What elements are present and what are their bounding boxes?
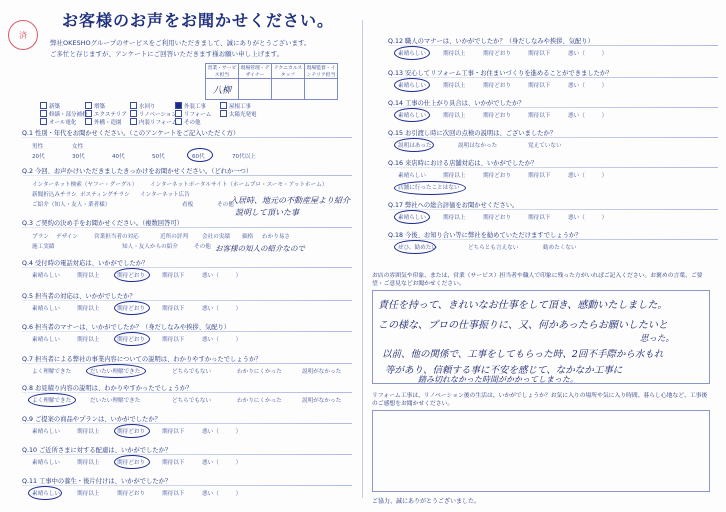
q17-options: 素晴らしい 期待以上 期待どおり 期待以下 悪い（ ） bbox=[398, 215, 608, 221]
handwritten-note: お客様の知人の紹介なので bbox=[215, 244, 305, 253]
question-q11: Q.11 工事中の養生・後片付けは、いかがでしたか？ bbox=[22, 478, 172, 485]
service-check[interactable]: 外装工事 bbox=[184, 104, 207, 110]
handwritten-answer-line: 等があり、信頼する事に不安を感じて、なかなか工事に bbox=[385, 365, 623, 376]
received-stamp: 済 bbox=[8, 20, 38, 50]
question-q12: Q.12 職人のマナーは、いかがでしたか？（身だしなみや挨拶、気配り） bbox=[388, 38, 594, 45]
handwritten-answer-line: 以前、他の関係で、工事をしてもらった時、2回不手際から水もれ bbox=[382, 349, 664, 360]
q14-options: 素晴らしい 期待以上 期待どおり 期待以下 悪い（ ） bbox=[398, 113, 608, 119]
answer-circle bbox=[86, 364, 146, 378]
service-check[interactable]: 増築 bbox=[94, 104, 106, 110]
staff-header: テクニカルスタッフ bbox=[272, 64, 305, 79]
question-q18: Q.18 今後、お知り合い等に弊社を勧めていただけますでしょうか？ bbox=[388, 232, 582, 239]
handwritten-note: 入居時、地元の不動産屋より紹介 bbox=[230, 196, 350, 205]
question-q8: Q.8 お見積り内容の説明は、わかりやすかったでしょうか？ bbox=[22, 385, 193, 392]
answer-circle bbox=[114, 424, 150, 438]
q1-options: 男性 女性 20代 30代 40代 50代 60代 70代以上 bbox=[32, 144, 256, 160]
question-q6: Q.6 担当者のマナーは、いかがでしたか？（身だしなみや挨拶、気配り） bbox=[22, 324, 231, 331]
answer-circle bbox=[394, 46, 430, 60]
service-check[interactable]: その他 bbox=[184, 120, 201, 126]
intro-text bbox=[50, 38, 350, 60]
staff-table bbox=[205, 63, 338, 100]
q11-options: 素晴らしい 期待以上 期待どおり 期待以下 悪い（ ） bbox=[32, 491, 242, 497]
service-check[interactable]: リノベーション bbox=[139, 112, 177, 118]
handwritten-answer-line: 踏み切れなかった時間がかかってしまった。 bbox=[418, 375, 578, 384]
answer-circle bbox=[394, 181, 466, 195]
q8-options: よく理解できた だいたい理解できた どちらでもない わかりにくかった 説明がなかった bbox=[32, 398, 342, 404]
service-check[interactable]: 新築 bbox=[49, 104, 61, 110]
intro-line: 弊社OKESHOグループのサービスをご利用いただきまして、誠にありがとうございます。 bbox=[50, 39, 311, 47]
intro-line: ご多忙と存じますが、アンケートにご回答いただきます様お願い申し上げます。 bbox=[50, 50, 284, 58]
staff-header: 現場監督・インテリア担当 bbox=[305, 64, 338, 79]
service-check[interactable]: オール電化 bbox=[49, 120, 77, 126]
q13-options: 素晴らしい 期待以上 期待どおり 期待以下 悪い（ ） bbox=[398, 83, 608, 89]
q10-options: 素晴らしい 期待以上 期待どおり 期待以下 悪い（ ） bbox=[32, 460, 242, 466]
service-check[interactable]: 太陽光発電 bbox=[229, 112, 257, 118]
question-q17: Q.17 弊社への総合評価をお聞かせください。 bbox=[388, 202, 519, 209]
question-q1: Q.1 性別・年代をお聞かせください。（このアンケートをご記入いただく方） bbox=[22, 130, 240, 137]
service-check[interactable]: リフォーム bbox=[184, 112, 212, 118]
answer-circle bbox=[394, 78, 430, 92]
service-check[interactable]: 修繕・部分補修 bbox=[49, 112, 88, 118]
question-q13: Q.13 安心してリフォーム工事・お住まいづくりを進めることができましたか？ bbox=[388, 70, 613, 77]
q9-options: 素晴らしい 期待以上 期待どおり 期待以下 悪い（ ） bbox=[32, 429, 242, 435]
answer-circle bbox=[114, 301, 150, 315]
service-check[interactable]: 内装リフォーム bbox=[139, 120, 178, 126]
free-question-2: リフォーム工事は、リノベーション後の生活は、いかがでしょうか？お気に入りの場所や気に入り時間、暮らし心地など、工事後のご感想をお聞かせください。 bbox=[372, 393, 708, 407]
service-check[interactable]: エクステリア bbox=[94, 112, 127, 118]
question-q16: Q.16 来店時における店舗対応は、いかがでしたか？ bbox=[388, 160, 538, 167]
answer-circle bbox=[394, 138, 434, 152]
answer-circle bbox=[28, 486, 62, 500]
q16-options: 素晴らしい 期待以上 期待どおり 期待以下 悪い（ ） 店舗に行ったことはない bbox=[398, 173, 608, 191]
question-q5: Q.5 担当者の対応は、いかがでしたか？ bbox=[22, 293, 136, 300]
question-q15: Q.15 お引渡し時に次回の点検の説明は、ございましたか？ bbox=[388, 130, 557, 137]
q4-options: 素晴らしい 期待以上 期待どおり 期待以下 悪い（ ） bbox=[32, 273, 242, 279]
answer-circle bbox=[28, 393, 76, 407]
question-q14: Q.14 工事の仕上がり具合は、いかがでしたか？ bbox=[388, 100, 525, 107]
answer-circle bbox=[394, 240, 436, 254]
answer-circle bbox=[114, 268, 150, 282]
answer-circle bbox=[114, 455, 150, 469]
question-q3: Q.3 ご契約の決め手をお聞かせください。（複数回答可） bbox=[22, 220, 183, 227]
q5-options: 素晴らしい 期待以上 期待どおり 期待以下 悪い（ ） bbox=[32, 306, 242, 312]
footer-thanks: ご協力、誠にありがとうございました。 bbox=[372, 498, 481, 505]
q7-options: よく理解できた だいたい理解できた どちらでもない わかりにくかった 説明がなかった bbox=[32, 369, 342, 375]
handwritten-answer-line: この様な、プロの仕事振りに、又、何かあったらお願いしたいと bbox=[378, 320, 668, 331]
q15-options: 説明はあった 説明はなかった 覚えていない bbox=[398, 143, 562, 149]
free-question-1: お店の雰囲気や印象、または、営業（サービス）担当者や職人で印象に残った方がいればご記入ください。お褒めの言葉、ご要望・ご意見などお聞かせください。 bbox=[372, 273, 703, 287]
answer-circle bbox=[394, 210, 430, 224]
staff-header: 営業・サービス担当 bbox=[206, 64, 239, 79]
service-check[interactable]: 屋根工事 bbox=[229, 104, 252, 110]
handwritten-note: 説明して頂いた事 bbox=[235, 208, 299, 217]
answer-circle bbox=[114, 332, 150, 346]
question-q2: Q.2 今回、お声かけいただきましたきっかけをお聞かせください。（どれか一つ） bbox=[22, 168, 253, 175]
service-check[interactable]: 水回り bbox=[139, 104, 156, 110]
q12-options: 素晴らしい 期待以上 期待どおり 期待以下 悪い（ ） bbox=[398, 51, 608, 57]
column-divider bbox=[362, 20, 363, 498]
q2-options: インターネット検索（ヤフー・グーグル） インターネットポータルサイト（ホームプロ・スーモ・アットホーム） 新聞折込みチラシ ポスティングチラシ インターネット広告 ご紹介（知人・友人・業者様） 看板 その他 bbox=[32, 182, 328, 208]
question-q4: Q.4 受付時の電話対応は、いかがでしたか？ bbox=[22, 260, 149, 267]
staff-header: 現場管理・デザイナー bbox=[239, 64, 272, 79]
staff-value: 八柳 bbox=[206, 79, 239, 100]
question-q7: Q.7 担当者による弊社の事業内容についての説明は、わかりやすかったでしょうか？ bbox=[22, 356, 262, 363]
answer-circle bbox=[394, 108, 430, 122]
handwritten-answer-line: 責任を持って、きれいなお仕事をして頂き、感動いたしました。 bbox=[378, 300, 668, 311]
handwritten-answer-line: 思った。 bbox=[640, 334, 675, 344]
q3-options: プラン デザイン 営業担当者の対応 近所の評判 会社の実績 価格 わかり易さ 施工実績 知人・友人からの紹介 その他 bbox=[32, 234, 290, 250]
question-q10: Q.10 ご近所さまに対する配慮は、いかがでしたか？ bbox=[22, 447, 172, 454]
free-answer-box-2[interactable] bbox=[372, 410, 710, 492]
q18-options: ぜひ、勧めたい どちらとも言えない 勧めたくない bbox=[398, 245, 577, 251]
answer-circle bbox=[187, 148, 213, 162]
service-check[interactable]: 外構・造園 bbox=[94, 120, 122, 126]
page-title: お客様のお声をお聞かせください。 bbox=[62, 11, 335, 30]
question-q9: Q.9 ご提案の商品やプランは、いかがでしたか？ bbox=[22, 416, 161, 423]
q6-options: 素晴らしい 期待以上 期待どおり 期待以下 悪い（ ） bbox=[32, 337, 242, 343]
